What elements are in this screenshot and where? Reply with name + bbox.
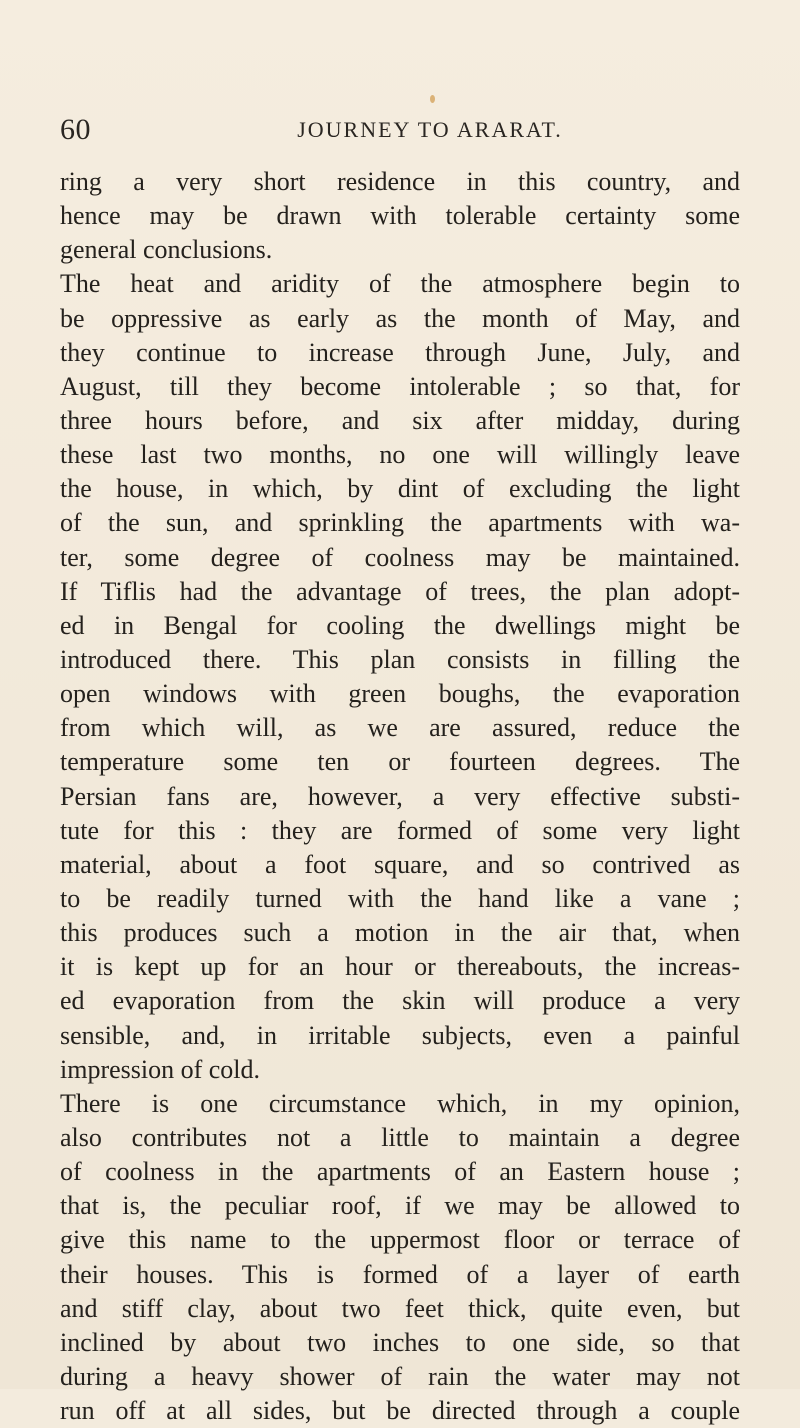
text-line: their houses. This is formed of a layer of earth: [60, 1259, 740, 1289]
text-line: The heat and aridity of the atmosphere begin to: [60, 269, 740, 299]
text-line: the house, in which, by dint of excluding the light: [60, 474, 740, 504]
running-title: JOURNEY TO ARARAT.: [297, 117, 563, 142]
text-line: introduced there. This plan consists in filling the: [60, 644, 740, 674]
running-head: [60, 112, 760, 148]
body-text: [60, 165, 740, 1428]
text-line: during a heavy shower of rain the water may not: [60, 1361, 740, 1391]
ink-spot: [430, 95, 435, 103]
text-line: impression of cold.: [60, 1054, 261, 1084]
text-line: of coolness in the apartments of an Eastern house ;: [60, 1157, 740, 1187]
text-line: open windows with green boughs, the evaporation: [60, 679, 740, 709]
text-line: to be readily turned with the hand like a vane ;: [60, 883, 740, 913]
text-line: inclined by about two inches to one side, so that: [60, 1327, 740, 1357]
text-line: three hours before, and six after midday, during: [60, 405, 740, 435]
text-line: from which will, as we are assured, reduce the: [60, 713, 740, 743]
text-line: sensible, and, in irritable subjects, even a painful: [60, 1020, 740, 1050]
page-number: 60: [60, 113, 91, 146]
text-line: general conclusions.: [60, 235, 273, 265]
text-line: of the sun, and sprinkling the apartments with wa-: [60, 508, 740, 538]
text-line: ring a very short residence in this country, and: [60, 167, 740, 196]
text-line: it is kept up for an hour or thereabouts, the increas-: [60, 952, 740, 982]
text-line: Persian fans are, however, a very effective substi-: [60, 781, 740, 811]
text-line: these last two months, no one will willingly leave: [60, 440, 740, 470]
text-line: There is one circumstance which, in my opinion,: [60, 1088, 740, 1118]
text-line: also contributes not a little to maintain a degree: [60, 1122, 740, 1152]
text-line: hence may be drawn with tolerable certainty some: [60, 201, 740, 231]
text-line: and stiff clay, about two feet thick, quite even, but: [60, 1293, 740, 1323]
text-line: material, about a foot square, and so contrived as: [60, 849, 740, 879]
text-line: give this name to the uppermost floor or terrace of: [60, 1225, 740, 1255]
text-line: ter, some degree of coolness may be maintained.: [60, 542, 740, 572]
text-line: ed evaporation from the skin will produce a very: [60, 986, 740, 1016]
text-line: be oppressive as early as the month of May, and: [60, 303, 740, 333]
text-line: tute for this : they are formed of some very light: [60, 815, 740, 845]
text-line: run off at all sides, but be directed through a couple: [60, 1396, 740, 1426]
text-line: ed in Bengal for cooling the dwellings might be: [60, 610, 740, 640]
text-line: If Tiflis had the advantage of trees, the plan adopt-: [60, 576, 740, 606]
text-line: this produces such a motion in the air that, when: [60, 918, 740, 948]
text-line: that is, the peculiar roof, if we may be allowed to: [60, 1191, 740, 1221]
text-line: temperature some ten or fourteen degrees. The: [60, 747, 740, 777]
text-line: August, till they become intolerable ; so that, for: [60, 371, 740, 401]
text-line: they continue to increase through June, July, and: [60, 337, 740, 367]
